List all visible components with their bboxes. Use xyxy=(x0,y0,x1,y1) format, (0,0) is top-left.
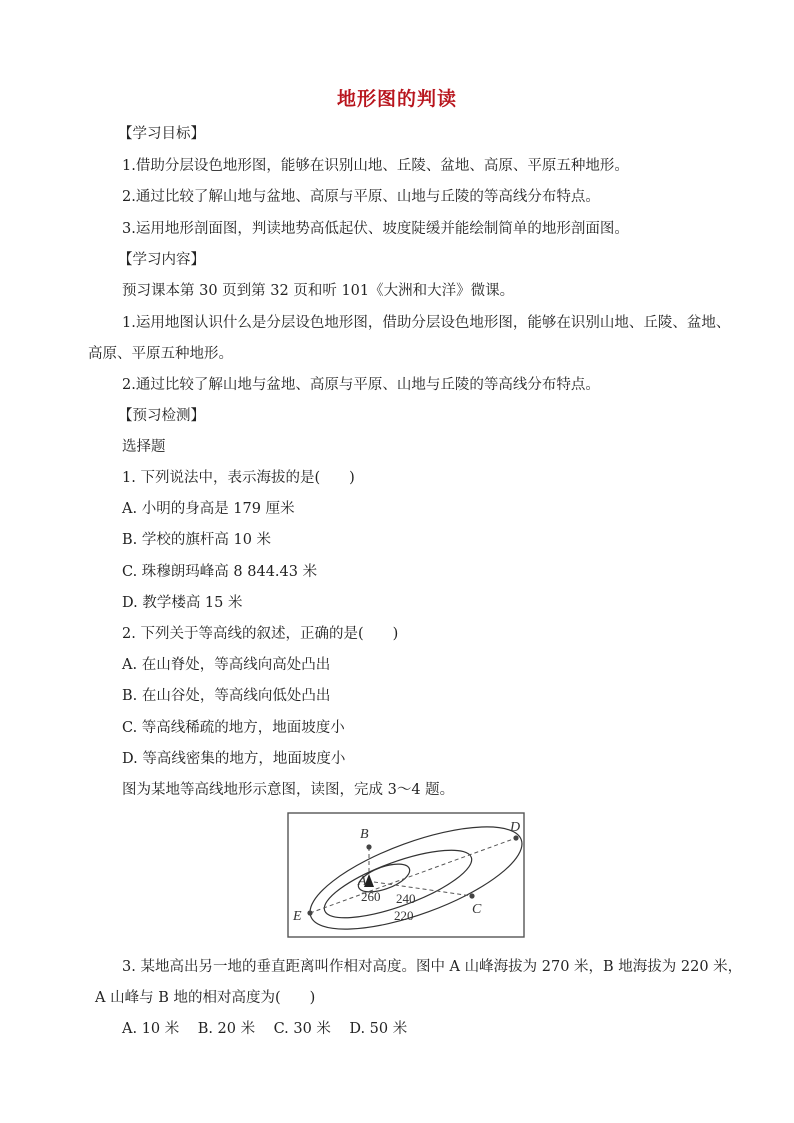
objectives-heading: 【学习目标】 xyxy=(118,126,205,142)
point-c-label: C xyxy=(472,902,482,917)
question-3-options xyxy=(122,1019,407,1039)
contour-map-svg xyxy=(286,810,526,940)
objective-item-1: 1.借助分层设色地形图，能够在识别山地、丘陵、盆地、高原、平原五种地形。 xyxy=(122,158,629,174)
question-3-option-c: C. 30 米 xyxy=(273,1021,331,1037)
objective-item-2: 2.通过比较了解山地与盆地、高原与平原、山地与丘陵的等高线分布特点。 xyxy=(122,189,600,205)
content-item-2: 2.通过比较了解山地与盆地、高原与平原、山地与丘陵的等高线分布特点。 xyxy=(122,377,600,393)
point-c-dot xyxy=(469,893,474,898)
content-item-1-line-2: 高原、平原五种地形。 xyxy=(88,346,233,362)
question-3-option-b: B. 20 米 xyxy=(197,1021,256,1037)
question-2-option-b: B. 在山谷处，等高线向低处凸出 xyxy=(122,688,331,704)
question-2-stem: 2. 下列关于等高线的叙述，正确的是( ) xyxy=(122,626,399,642)
point-d-label: D xyxy=(510,820,521,835)
question-3-option-a: A. 10 米 xyxy=(122,1021,180,1037)
question-3-stem-line-2: A 山峰与 B 地的相对高度为( ) xyxy=(95,990,316,1006)
point-b-dot xyxy=(366,844,371,849)
question-2-option-c: C. 等高线稀疏的地方，地面坡度小 xyxy=(122,720,345,736)
content-heading: 【学习内容】 xyxy=(118,252,205,268)
question-2-option-d: D. 等高线密集的地方，地面坡度小 xyxy=(122,751,346,767)
page-title: 地形图的判读 xyxy=(336,88,457,110)
question-1-option-b: B. 学校的旗杆高 10 米 xyxy=(122,532,272,548)
point-d-dot xyxy=(513,835,518,840)
figure-intro: 图为某地等高线地形示意图，读图，完成 3～4 题。 xyxy=(122,782,455,798)
objective-item-3: 3.运用地形剖面图，判读地势高低起伏、坡度陡缓并能绘制简单的地形剖面图。 xyxy=(122,221,629,237)
point-b-label: B xyxy=(360,827,369,842)
contour-label-220: 220 xyxy=(394,908,414,923)
question-1-stem: 1. 下列说法中，表示海拔的是( ) xyxy=(122,470,355,486)
check-subheading: 选择题 xyxy=(122,439,166,455)
question-1-option-c: C. 珠穆朗玛峰高 8 844.43 米 xyxy=(122,564,318,580)
question-1-option-a: A. 小明的身高是 179 厘米 xyxy=(122,501,295,517)
question-3-stem-line-1: 3. 某地高出另一地的垂直距离叫作相对高度。图中 A 山峰海拔为 270 米，B 地海拔为 220 米， xyxy=(122,959,743,975)
question-3-option-d: D. 50 米 xyxy=(349,1021,408,1037)
content-intro: 预习课本第 30 页到第 32 页和听 101《大洲和大洋》微课。 xyxy=(122,283,515,299)
contour-map-figure xyxy=(286,810,526,940)
point-e-label: E xyxy=(293,909,302,924)
question-1-option-d: D. 教学楼高 15 米 xyxy=(122,595,243,611)
check-heading: 【预习检测】 xyxy=(118,408,205,424)
contour-label-260: 260 xyxy=(361,889,381,904)
question-2-option-a: A. 在山脊处，等高线向高处凸出 xyxy=(122,657,331,673)
point-a-label: A xyxy=(358,874,367,889)
contour-label-240: 240 xyxy=(396,891,416,906)
point-e-dot xyxy=(307,910,312,915)
content-item-1-line-1: 1.运用地图认识什么是分层设色地形图，借助分层设色地形图，能够在识别山地、丘陵、盆地、 xyxy=(122,315,731,331)
